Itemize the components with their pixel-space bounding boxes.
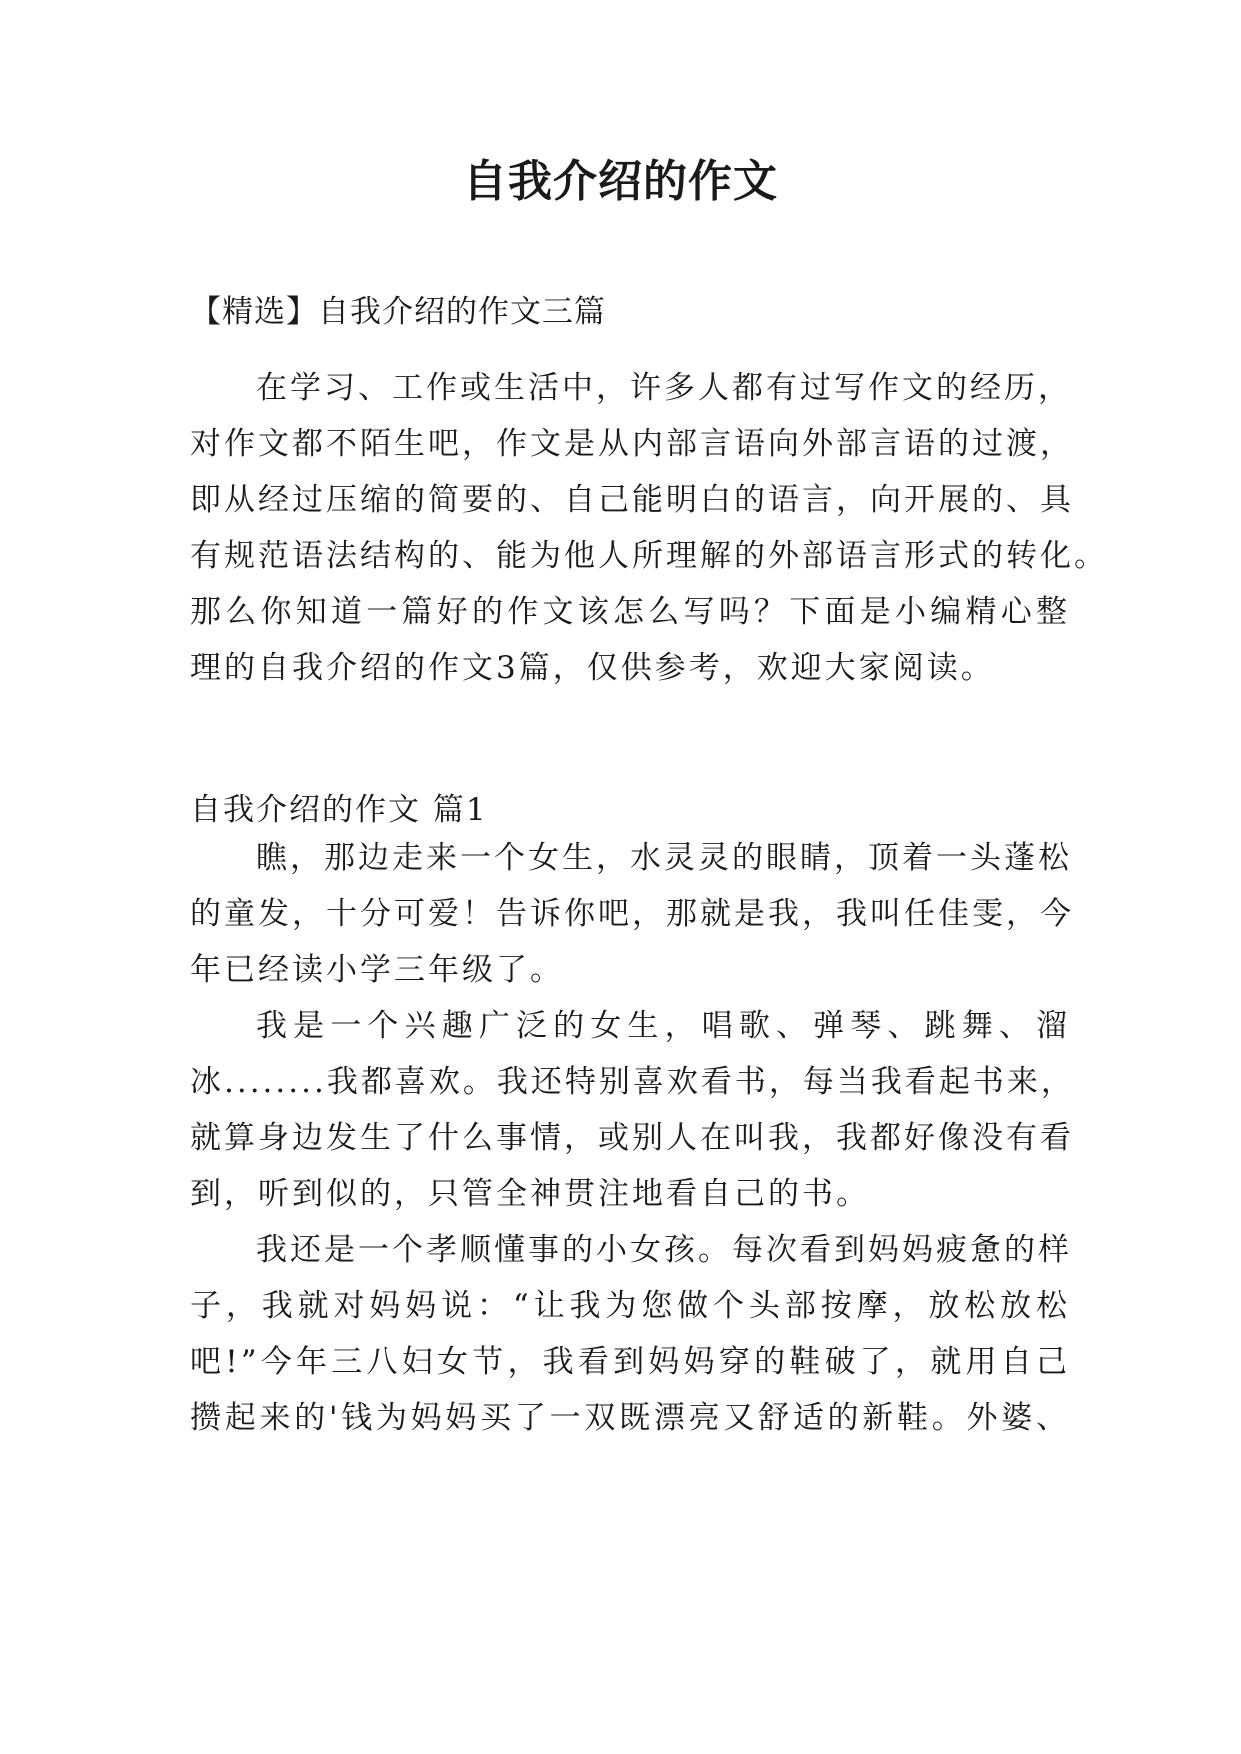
document-title: 自我介绍的作文	[463, 156, 778, 207]
essay-paragraph-2	[190, 998, 1075, 1222]
essay-paragraph-1	[190, 830, 1074, 998]
paragraph-line: 对作文都不陌生吧，作文是从内部言语向外部言语的过渡，	[190, 426, 1074, 462]
paragraph-line: 瞧，那边走来一个女生，水灵灵的眼睛，顶着一头蓬松	[256, 840, 1072, 876]
paragraph-line: 到，听到似的，只管全神贯注地看自己的书。	[190, 1176, 870, 1212]
section-heading: 自我介绍的作文 篇1	[190, 792, 488, 828]
paragraph-line: 攒起来的'钱为妈妈买了一双既漂亮又舒适的新鞋。外婆、	[190, 1400, 1070, 1436]
paragraph-line: 吧!”今年三八妇女节，我看到妈妈穿的鞋破了，就用自己	[190, 1344, 1070, 1380]
paragraph-line: 年已经读小学三年级了。	[190, 952, 564, 988]
intro-paragraph	[190, 360, 1108, 696]
essay-paragraph-3	[190, 1222, 1070, 1446]
paragraph-line: 我还是一个孝顺懂事的小女孩。每次看到妈妈疲惫的样	[256, 1232, 1072, 1268]
paragraph-line: 那么你知道一篇好的作文该怎么写吗？下面是小编精心整	[190, 594, 1070, 630]
paragraph-line: 就算身边发生了什么事情，或别人在叫我，我都好像没有看	[190, 1120, 1074, 1156]
paragraph-line: 理的自我介绍的作文3篇，仅供参考，欢迎大家阅读。	[190, 650, 995, 686]
paragraph-line: 子，我就对妈妈说：“让我为您做个头部按摩，放松放松	[190, 1288, 1070, 1324]
document-subtitle: 【精选】自我介绍的作文三篇	[190, 294, 606, 330]
paragraph-line: 在学习、工作或生活中，许多人都有过写作文的经历，	[256, 370, 1072, 406]
paragraph-line: 即从经过压缩的简要的、自己能明白的语言，向开展的、具	[190, 482, 1074, 518]
paragraph-line: 有规范语法结构的、能为他人所理解的外部语言形式的转化。	[190, 538, 1108, 574]
paragraph-line: 冰........我都喜欢。我还特别喜欢看书，每当我看起书来，	[190, 1064, 1075, 1100]
paragraph-line: 我是一个兴趣广泛的女生，唱歌、弹琴、跳舞、溜	[256, 1008, 1070, 1044]
paragraph-line: 的童发，十分可爱！告诉你吧，那就是我，我叫任佳雯，今	[190, 896, 1074, 932]
